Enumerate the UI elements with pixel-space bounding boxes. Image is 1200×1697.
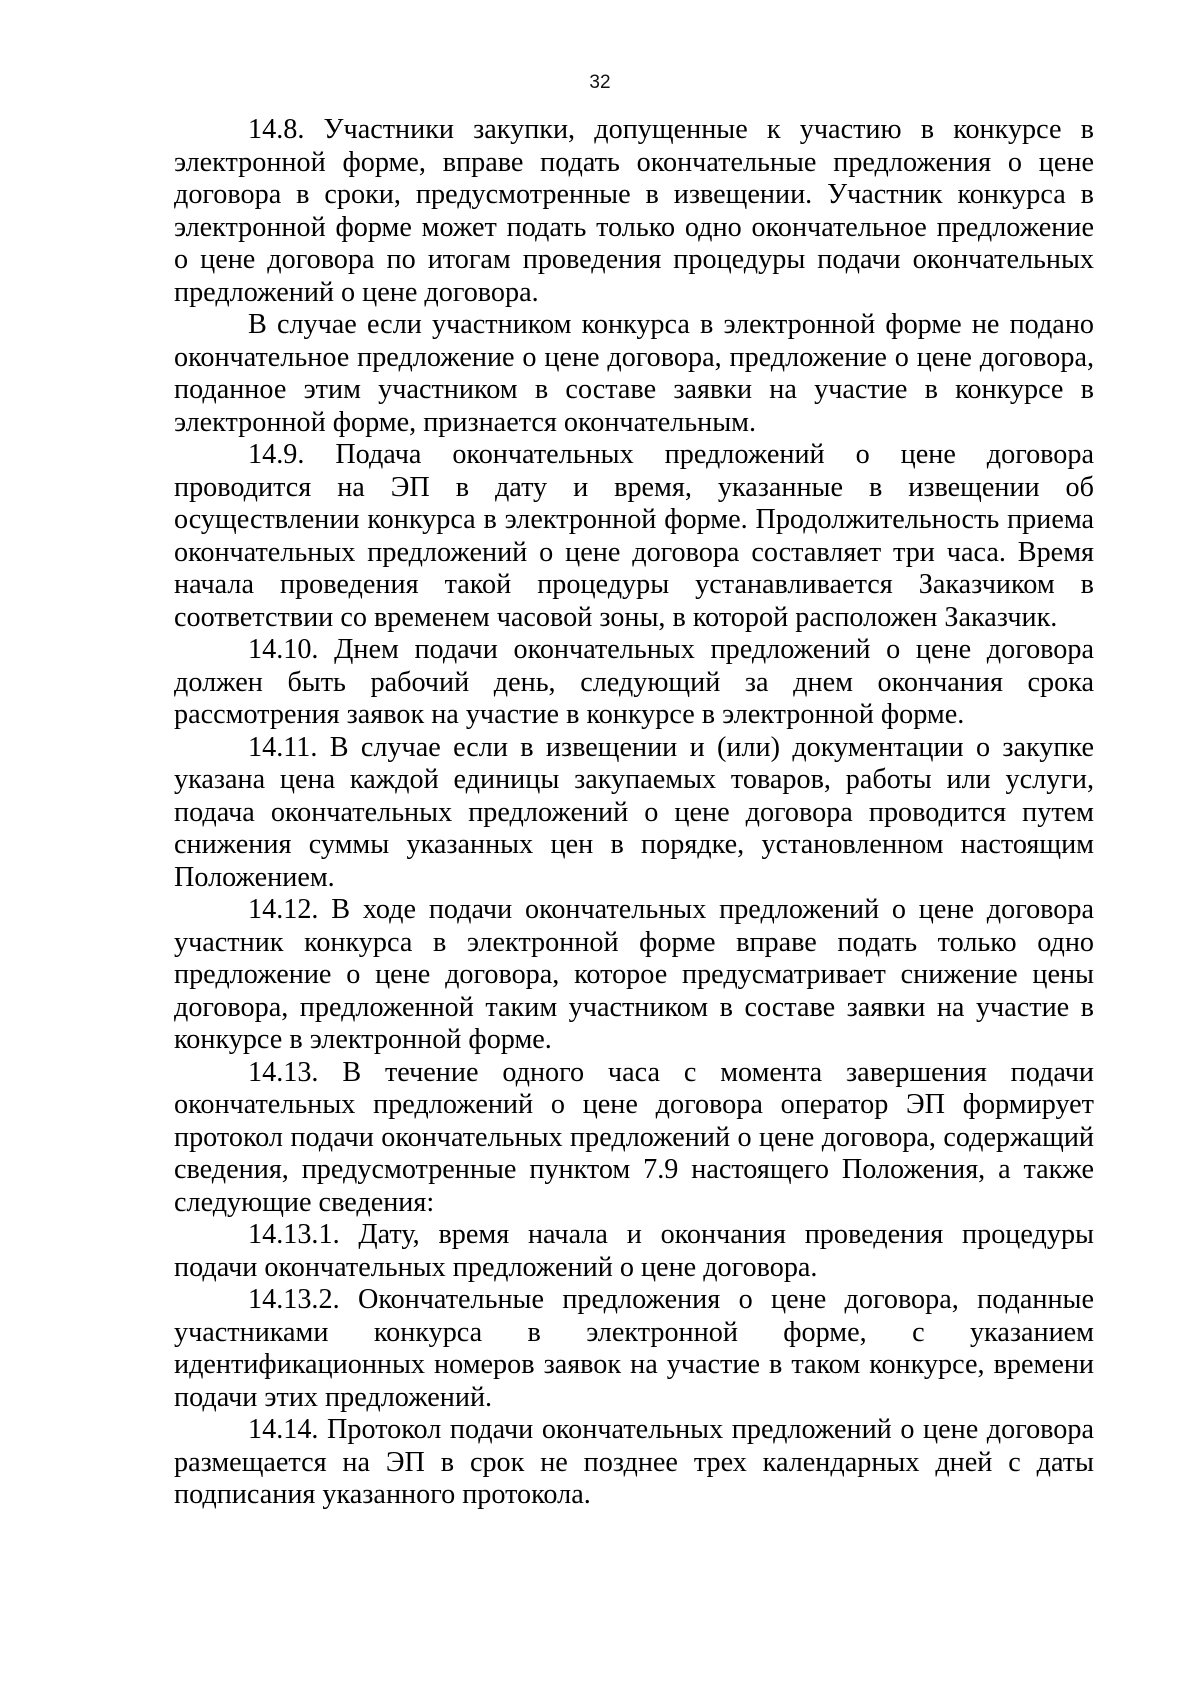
paragraph-14-10: 14.10. Днем подачи окончательных предложений о цене договора должен быть рабочий день, следующий за днем окончания срока рассмотрения заявок на участие в конкурсе в электронной форме. — [174, 634, 1094, 730]
paragraph-14-8-continued: В случае если участником конкурса в электронной форме не подано окончательное предложение о цене договора, предложение о цене договора, поданное этим участником в составе заявки на участие в конкурсе в электронной форме, признается окончательным. — [174, 309, 1094, 438]
document-body — [174, 114, 1094, 1512]
paragraph-14-8: 14.8. Участники закупки, допущенные к участию в конкурсе в электронной форме, вправе подать окончательные предложения о цене договора в сроки, предусмотренные в извещении. Участник конкурса в электронной форме может подать только одно окончательное предложение о цене договора по итогам проведения процедуры подачи окончательных предложений о цене договора. — [174, 114, 1094, 308]
paragraph-14-14: 14.14. Протокол подачи окончательных предложений о цене договора размещается на ЭП в срок не позднее трех календарных дней с даты подписания указанного протокола. — [174, 1414, 1094, 1510]
page-number: 32 — [589, 72, 611, 93]
paragraph-14-13-1: 14.13.1. Дату, время начала и окончания проведения процедуры подачи окончательных предложений о цене договора. — [174, 1219, 1094, 1283]
paragraph-14-13: 14.13. В течение одного часа с момента завершения подачи окончательных предложений о цене договора оператор ЭП формирует протокол подачи окончательных предложений о цене договора, содержащий сведения, предусмотренные пунктом 7.9 настоящего Положения, а также следующие сведения: — [174, 1056, 1094, 1218]
paragraph-14-9: 14.9. Подача окончательных предложений о цене договора проводится на ЭП в дату и время, указанные в извещении об осуществлении конкурса в электронной форме. Продолжительность приема окончательных предложений о цене договора составляет три часа. Время начала проведения такой процедуры устанавливается Заказчиком в соответствии со временем часовой зоны, в которой расположен Заказчик. — [174, 439, 1094, 633]
paragraph-14-12: 14.12. В ходе подачи окончательных предложений о цене договора участник конкурса в электронной форме вправе подать только одно предложение о цене договора, которое предусматривает снижение цены договора, предложенной таким участником в составе заявки на участие в конкурсе в электронной форме. — [174, 894, 1094, 1055]
paragraph-14-11: 14.11. В случае если в извещении и (или) документации о закупке указана цена каждой единицы закупаемых товаров, работы или услуги, подача окончательных предложений о цене договора проводится путем снижения суммы указанных цен в порядке, установленном настоящим Положением. — [174, 731, 1094, 893]
paragraph-14-13-2: 14.13.2. Окончательные предложения о цене договора, поданные участниками конкурса в электронной форме, с указанием идентификационных номеров заявок на участие в таком конкурсе, времени подачи этих предложений. — [174, 1284, 1094, 1413]
